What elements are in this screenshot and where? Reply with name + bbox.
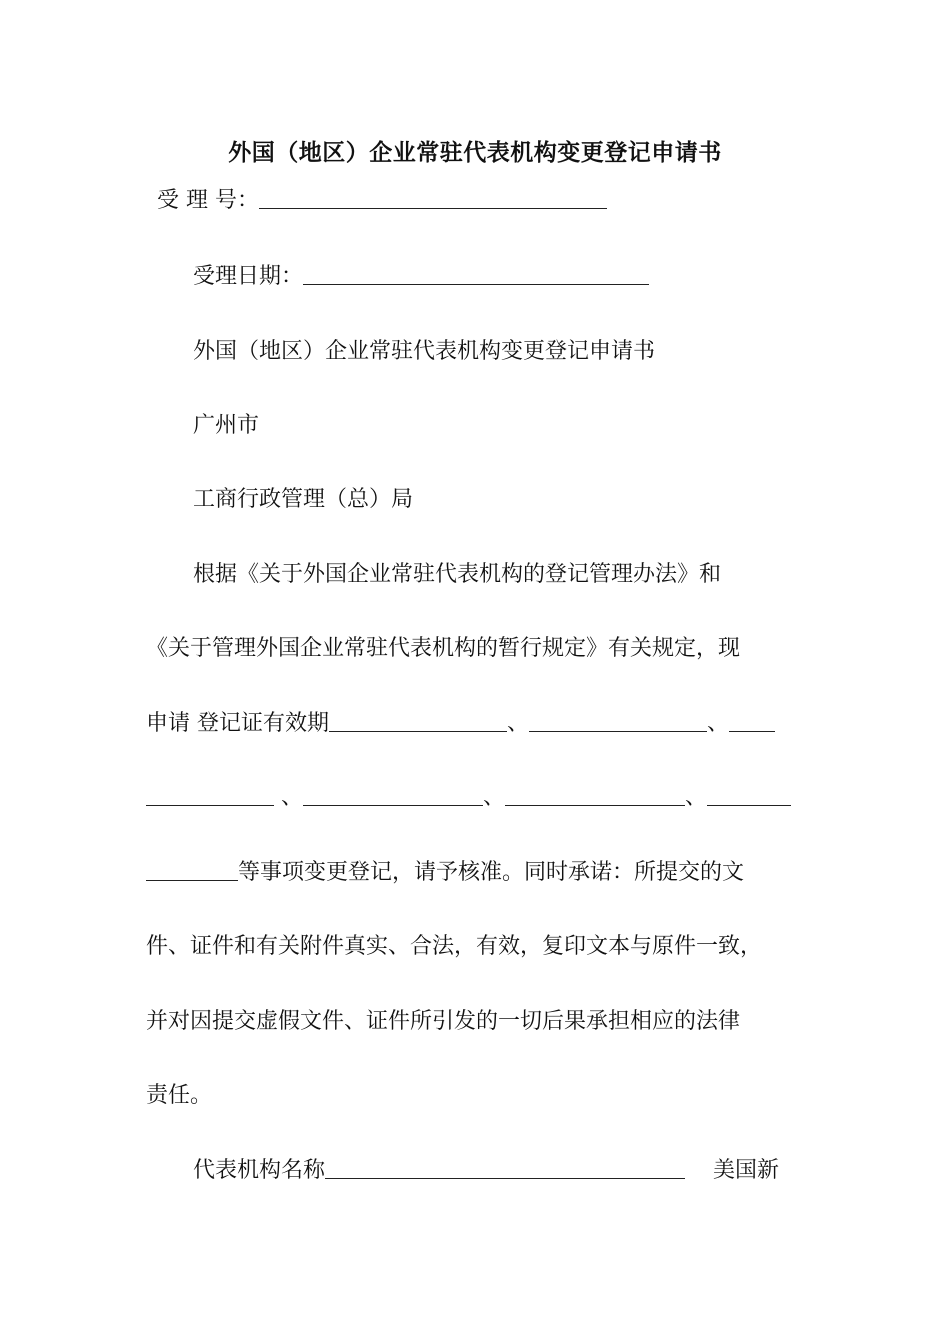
body-line-5 — [146, 858, 744, 888]
acceptance-date-row — [193, 262, 649, 292]
change-item-blank[interactable] — [729, 713, 775, 732]
acceptance-number-label: 受 理 号： — [157, 188, 259, 213]
separator: 、 — [707, 711, 730, 736]
body-line-4 — [146, 783, 791, 813]
body-line-2: 《关于管理外国企业常驻代表机构的暂行规定》有关规定，现 — [146, 636, 741, 661]
change-item-blank[interactable] — [529, 713, 707, 732]
body-line-1: 根据《关于外国企业常驻代表机构的登记管理办法》和 — [193, 562, 722, 587]
addressee-city: 广州市 — [193, 413, 260, 438]
body-line-3 — [146, 709, 775, 739]
org-name-label: 代表机构名称 — [193, 1158, 326, 1183]
document-title: 外国（地区）企业常驻代表机构变更登记申请书 — [228, 139, 722, 166]
change-item-blank[interactable] — [707, 787, 791, 806]
body-line-7: 并对因提交虚假文件、证件所引发的一切后果承担相应的法律 — [146, 1009, 741, 1034]
acceptance-number-blank[interactable] — [259, 190, 607, 209]
body-line-5-text: 等事项变更登记，请予核准。同时承诺：所提交的文 — [238, 860, 745, 885]
body-line-6: 件、证件和有关附件真实、合法，有效，复印文本与原件一致， — [146, 934, 763, 959]
separator: 、 — [483, 785, 506, 810]
separator: 、 — [507, 711, 530, 736]
org-name-row — [193, 1156, 779, 1186]
separator: 、 — [685, 785, 708, 810]
change-item-blank[interactable] — [303, 787, 483, 806]
form-subtitle: 外国（地区）企业常驻代表机构变更登记申请书 — [193, 339, 656, 364]
change-item-blank[interactable] — [146, 787, 274, 806]
acceptance-date-blank[interactable] — [303, 266, 649, 285]
change-item-blank[interactable] — [146, 862, 238, 881]
acceptance-date-label: 受理日期： — [193, 264, 304, 289]
acceptance-number-row — [157, 186, 607, 216]
addressee-bureau: 工商行政管理（总）局 — [193, 487, 414, 512]
change-items-prefix: 申请 登记证有效期 — [146, 711, 329, 736]
change-item-blank[interactable] — [329, 713, 507, 732]
body-line-8: 责任。 — [146, 1083, 213, 1108]
org-name-blank[interactable] — [325, 1160, 685, 1179]
org-name-value: 美国新 — [713, 1158, 780, 1183]
change-item-blank[interactable] — [505, 787, 685, 806]
separator: 、 — [281, 785, 304, 810]
